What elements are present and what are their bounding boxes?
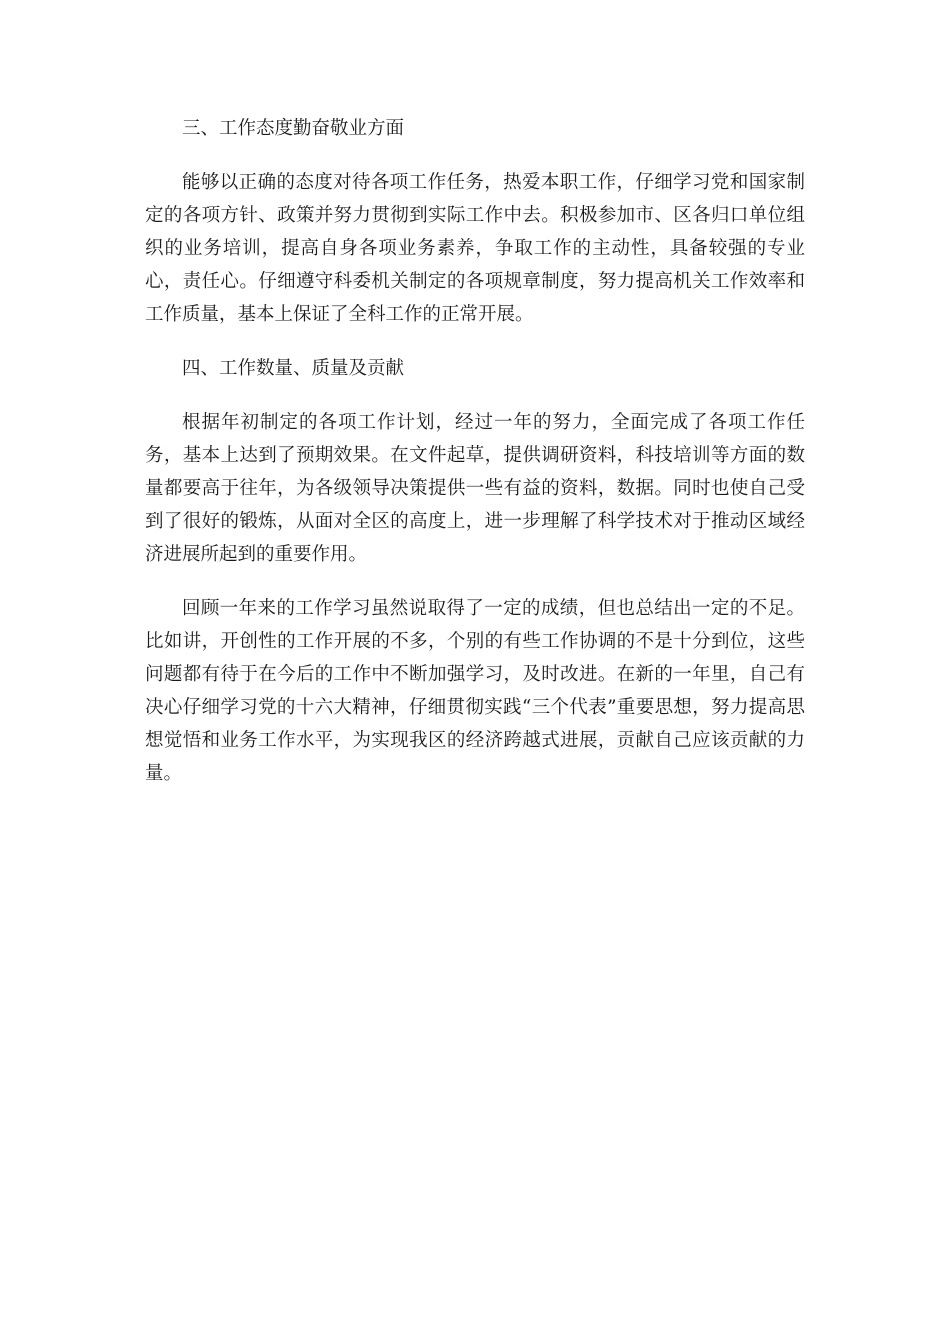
paragraph-work-quantity-quality: 根据年初制定的各项工作计划，经过一年的努力，全面完成了各项工作任务，基本上达到了预期效果。在文件起草，提供调研资料，科技培训等方面的数量都要高于往年，为各级领导决策提供一些有益的资料，数据。同时也使自己受到了很好的锻炼，从面对全区的高度上，进一步理解了科学技术对于推动区域经济进展所起到的重要作用。 — [145, 412, 805, 565]
section-heading-work-attitude: 三、工作态度勤奋敬业方面 — [182, 118, 405, 139]
document-body — [145, 112, 805, 811]
paragraph-work-attitude: 能够以正确的态度对待各项工作任务，热爱本职工作，仔细学习党和国家制定的各项方针、政策并努力贯彻到实际工作中去。积极参加市、区各归口单位组织的业务培训，提高自身各项业务素养，争取工作的主动性，具备较强的专业心，责任心。仔细遵守科委机关制定的各项规章制度，努力提高机关工作效率和工作质量，基本上保证了全科工作的正常开展。 — [145, 172, 805, 325]
paragraph-review-summary: 回顾一年来的工作学习虽然说取得了一定的成绩，但也总结出一定的不足。比如讲，开创性的工作开展的不多，个别的有些工作协调的不是十分到位，这些问题都有待于在今后的工作中不断加强学习，及时改进。在新的一年里，自己有决心仔细学习党的十六大精神，仔细贯彻实践“三个代表”重要思想，努力提高思想觉悟和业务工作水平，为实现我区的经济跨越式进展，贡献自己应该贡献的力量。 — [145, 598, 805, 784]
section-heading-work-quantity-quality: 四、工作数量、质量及贡献 — [182, 358, 405, 379]
